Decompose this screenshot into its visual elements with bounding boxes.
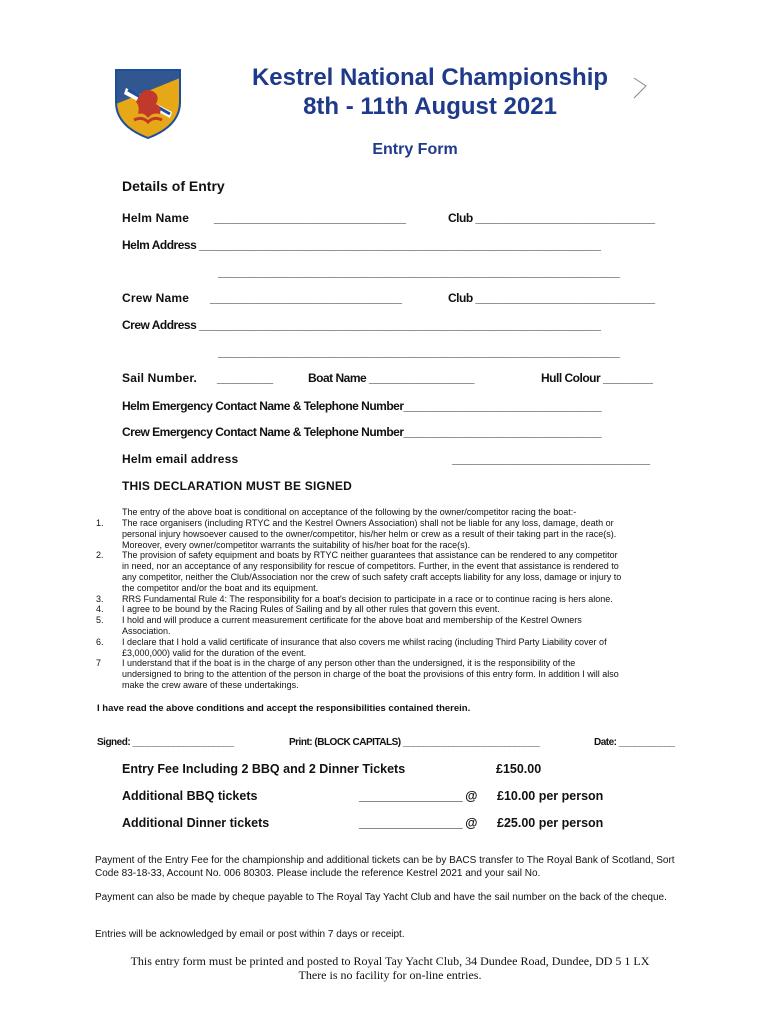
hull-colour-field[interactable]: Hull Colour ________ bbox=[541, 371, 653, 385]
declaration-item-line: any competitor, neither the Club/Association nor the crew of such safety craft accepts liability for any loss, damage or injury to bbox=[122, 572, 622, 582]
helm-emergency-field[interactable]: Helm Emergency Contact Name & Telephone Number________________________________ bbox=[122, 399, 602, 413]
payment-ack: Entries will be acknowledged by email or post within 7 days or receipt. bbox=[95, 929, 405, 940]
declaration-intro: The entry of the above boat is conditional on acceptance of the following by the owner/competitor racing the boat:- bbox=[122, 507, 577, 517]
declaration-item-line: I agree to be bound by the Racing Rules of Sailing and by all other rules that govern this event. bbox=[122, 604, 500, 615]
declaration-item-line: I declare that I hold a valid certificate of insurance that also covers me whilst racing (including Third Party Liability cover of bbox=[122, 636, 607, 647]
declaration-item-line: I hold and will produce a current measurement certificate for the above boat and membership of the Kestrel Owners bbox=[122, 615, 582, 626]
declaration-item-number: 6. bbox=[96, 636, 104, 647]
declaration-item-number: 1. bbox=[96, 518, 104, 528]
declaration-item-line: personal injury howsoever caused to the owner/competitor, his/her helm or crew as a result of their taking part in the race(s). bbox=[122, 528, 617, 539]
boat-name-field[interactable]: Boat Name _________________ bbox=[308, 371, 474, 385]
declaration-item-line: I understand that if the boat is in the charge of any person other than the undersigned, it is the responsibility of the bbox=[122, 658, 576, 669]
footer-line-2: There is no facility for on-line entries. bbox=[298, 968, 482, 982]
declaration-item-line: undersigned to bring to the attention of the person in charge of the boat the provisions of this entry form. In addition I will also bbox=[122, 669, 619, 680]
declaration-item-number: 2. bbox=[96, 550, 104, 561]
declaration-item-number: 3. bbox=[96, 593, 104, 604]
declaration-item-number: 7 bbox=[96, 658, 102, 669]
declaration-item-line: in need, nor an acceptance of any responsibility for rescue of competitors. Further, in the event that assistance is rendered to bbox=[122, 561, 619, 572]
section-title: Details of Entry bbox=[122, 178, 225, 194]
sail-number-field[interactable]: _________ bbox=[217, 371, 273, 385]
footer-line-1: This entry form must be printed and posted to Royal Tay Yacht Club, 34 Dundee Road, Dundee, DD 5 1 LX bbox=[130, 954, 650, 968]
helm-name-field[interactable]: _______________________________ bbox=[214, 211, 406, 225]
signed-field[interactable]: Signed: ____________________ bbox=[97, 737, 234, 748]
crew-club-field[interactable]: Club _____________________________ bbox=[448, 291, 655, 305]
payment-bacs: Payment of the Entry Fee for the championship and additional tickets can be by BACS transfer to The Royal Bank of Scotland, Sort Code 83-18-33, Account No. 006 80303. Please include the reference Kestrel 2021 and your sail No. bbox=[95, 855, 675, 879]
declaration-item-line: The provision of safety equipment and boats by RTYC neither guarantees that assistance can be rendered to any competitor bbox=[122, 550, 618, 561]
helm-email-label: Helm email address bbox=[122, 452, 239, 466]
bbq-tickets-field[interactable]: ________________ @ bbox=[359, 789, 477, 803]
declaration-heading: THIS DECLARATION MUST BE SIGNED bbox=[122, 479, 352, 493]
form-subtitle: Entry Form bbox=[372, 141, 458, 158]
declaration-item-number: 5. bbox=[96, 615, 104, 626]
crew-emergency-field[interactable]: Crew Emergency Contact Name & Telephone Number________________________________ bbox=[122, 425, 602, 439]
helm-address-field[interactable]: Helm Address _________________________________________________________________ bbox=[122, 238, 601, 252]
payment-cheque: Payment can also be made by cheque payable to The Royal Tay Yacht Club and have the sail number on the back of the cheque. bbox=[95, 892, 667, 903]
declaration-item-line: the competitor and/or the boat and its equipment. bbox=[122, 582, 319, 593]
title-line-1: Kestrel National Championship bbox=[251, 64, 609, 91]
title-line-2: 8th - 11th August 2021 bbox=[303, 93, 557, 120]
crew-address-field[interactable]: Crew Address _________________________________________________________________ bbox=[122, 318, 601, 332]
crew-address-field-2[interactable]: _________________________________________________________________ bbox=[218, 345, 620, 359]
declaration-item-line: The race organisers (including RTYC and the Kestrel Owners Association) shall not be liable for any loss, damage, death or bbox=[122, 518, 614, 528]
dinner-tickets-label: Additional Dinner tickets bbox=[122, 816, 270, 830]
entry-fee-amount: £150.00 bbox=[496, 762, 542, 776]
kestrel-shield-crest-icon bbox=[112, 68, 184, 140]
helm-name-label: Helm Name bbox=[122, 211, 190, 225]
helm-email-field[interactable]: ________________________________ bbox=[452, 452, 650, 466]
declaration-accept: I have read the above conditions and accept the responsibilities contained therein. bbox=[97, 703, 471, 714]
dinner-tickets-price: £25.00 per person bbox=[497, 816, 604, 830]
print-field[interactable]: Print: (BLOCK CAPITALS) ___________________________ bbox=[289, 737, 540, 748]
entry-fee-label: Entry Fee Including 2 BBQ and 2 Dinner Tickets bbox=[122, 762, 406, 776]
helm-club-field[interactable]: Club _____________________________ bbox=[448, 211, 655, 225]
dinner-tickets-field[interactable]: ________________ @ bbox=[359, 816, 477, 830]
date-field[interactable]: Date: ___________ bbox=[594, 737, 675, 748]
declaration-item-line: make the crew aware of these undertakings. bbox=[122, 680, 299, 690]
sail-number-label: Sail Number. bbox=[122, 371, 198, 385]
declaration-item-line: Association. bbox=[122, 626, 171, 636]
helm-address-field-2[interactable]: _________________________________________________________________ bbox=[218, 265, 620, 279]
declaration-item-line: £3,000,000) valid for the duration of the event. bbox=[122, 647, 307, 658]
declaration-item-line: RRS Fundamental Rule 4: The responsibility for a boat's decision to participate in a race or to continue racing is hers alone. bbox=[122, 593, 613, 604]
declaration-item-number: 4. bbox=[96, 604, 104, 615]
crew-name-field[interactable]: _______________________________ bbox=[210, 291, 402, 305]
crew-name-label: Crew Name bbox=[122, 291, 190, 305]
declaration-item-line: Moreover, every owner/competitor warrants the suitability of his/her boat for the race(s). bbox=[122, 539, 471, 550]
bbq-tickets-price: £10.00 per person bbox=[497, 789, 604, 803]
bbq-tickets-label: Additional BBQ tickets bbox=[122, 789, 258, 803]
